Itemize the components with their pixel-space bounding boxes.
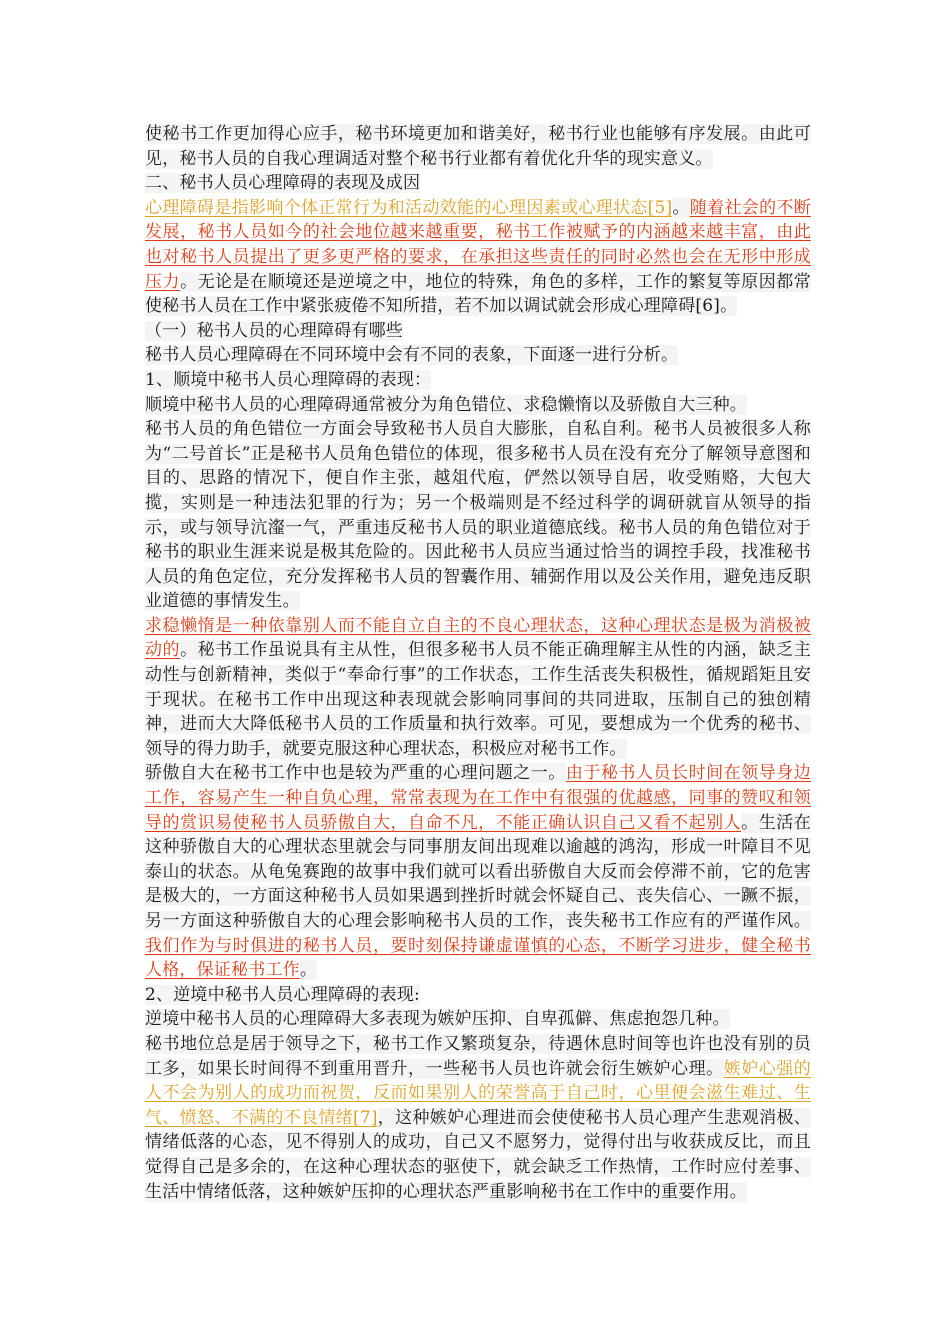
text-run: 。秘书工作虽说具有主从性，但很多秘书人员不能正确理解主从性的内涵，缺乏主动性与创新精神，类似于“奉命行事”的工作状态，工作生活丧失积极性，循规蹈矩且安于现状。在秘书工作中出现这种表现就会影响同事间的共同进取，压制自己的独创精神，进而大大降低秘书人员的工作质量和执行效率。可见，要想成为一个优秀的秘书、领导的得力助手，就要克服这种心理状态，积极应对秘书工作。 bbox=[145, 640, 811, 759]
highlighted-text-red: 由于秘书人员长时间在领导身边工作，容易产生一种自负心理，常常表现为在工作中有很强的优越感，同事的赞叹和领导的赏识易使秘书人员骄傲自大，自命不凡，不能正确认识自己又看不起别人 bbox=[145, 763, 811, 833]
text-run: 。生活在这种骄傲自大的心理状态里就会与同事朋友间出现难以逾越的鸿沟，形成一叶障目不见泰山的状态。从龟兔赛跑的故事中我们就可以看出骄傲自大反而会停滞不前，它的危害是极大的，一方面这种秘书人员如果遇到挫折时就会怀疑自己、丧失信心、一蹶不振，另一方面这种骄傲自大的心理会影响秘书人员的工作，丧失秘书工作应有的严谨作风。 bbox=[145, 812, 811, 931]
paragraph-12 bbox=[145, 1007, 811, 1032]
paragraph-2 bbox=[145, 171, 811, 196]
paragraph-8 bbox=[145, 417, 811, 614]
paragraph-6 bbox=[145, 368, 811, 393]
text-run: 骄傲自大在秘书工作中也是较为严重的心理问题之一。 bbox=[145, 763, 566, 784]
text-run: ，这种嫉妒心理进而会使使秘书人员心理产生悲观消极、情绪低落的心态，见不得别人的成功，自己又不愿努力，觉得付出与收获成反比，而且觉得自己是多余的，在这种心理状态的驱使下，就会缺乏工作热情，工作时应付差事、生活中情绪低落，这种嫉妒压抑的心理状态严重影响秘书在工作中的重要作用。 bbox=[145, 1107, 811, 1202]
text-run: 。 bbox=[299, 960, 318, 981]
text-run: 二、秘书人员心理障碍的表现及成因 bbox=[145, 173, 421, 194]
paragraph-10 bbox=[145, 761, 811, 982]
paragraph-1 bbox=[145, 122, 811, 171]
paragraph-3 bbox=[145, 196, 811, 319]
text-run: 。无论是在顺境还是逆境之中，地位的特殊，角色的多样，工作的繁复等原因都常使秘书人员在工作中紧张疲倦不知所措，若不加以调试就会形成心理障碍[6]。 bbox=[145, 271, 811, 317]
paragraph-4 bbox=[145, 319, 811, 344]
text-run: 使秘书工作更加得心应手，秘书环境更加和谐美好，秘书行业也能够有序发展。由此可见，秘书人员的自我心理调适对整个秘书行业都有着优化升华的现实意义。 bbox=[145, 124, 811, 169]
paragraph-11 bbox=[145, 983, 811, 1008]
text-run: 秘书人员的角色错位一方面会导致秘书人员自大膨胀，自私自利。秘书人员被很多人称为“二号首长”正是秘书人员角色错位的体现，很多秘书人员在没有充分了解领导意图和目的、思路的情况下，便自作主张，越俎代庖，俨然以领导自居，收受贿赂，大包大揽，实则是一种违法犯罪的行为；另一个极端则是不经过科学的调研就盲从领导的指示，或与领导沆瀣一气，严重违反秘书人员的职业道德底线。秘书人员的角色错位对于秘书的职业生涯来说是极其危险的。因此秘书人员应当通过恰当的调控手段，找准秘书人员的角色定位，充分发挥秘书人员的智囊作用、辅弼作用以及公关作用，避免违反职业道德的事情发生。 bbox=[145, 419, 811, 612]
text-run: 。 bbox=[672, 197, 690, 218]
text-run: 秘书人员心理障碍在不同环境中会有不同的表象，下面逐一进行分析。 bbox=[145, 345, 679, 366]
text-run: 2、逆境中秘书人员心理障碍的表现: bbox=[145, 984, 420, 1005]
paragraph-7 bbox=[145, 393, 811, 418]
highlighted-text-red: 我们作为与时俱进的秘书人员，要时刻保持谦虚谨慎的心态，不断学习进步，健全秘书人格，保证秘书工作 bbox=[145, 935, 811, 981]
highlighted-text-red: 随着社会的不断发展，秘书人员如今的社会地位越来越重要，秘书工作被赋予的内涵越来越丰富，由此也对秘书人员提出了更多更严格的要求，在承担这些责任的同时必然也会在无形中形成压力 bbox=[145, 197, 811, 292]
text-run: 秘书地位总是居于领导之下，秘书工作又繁琐复杂，待遇休息时间等也许也没有别的员工多，如果长时间得不到重用晋升，一些秘书人员也许就会衍生嫉妒心理。 bbox=[145, 1033, 811, 1079]
paragraph-13 bbox=[145, 1032, 811, 1204]
document-body bbox=[145, 122, 811, 1204]
paragraph-5 bbox=[145, 343, 811, 368]
text-run: 1、顺境中秘书人员心理障碍的表现： bbox=[145, 369, 432, 390]
text-run: 逆境中秘书人员的心理障碍大多表现为嫉妒压抑、自卑孤僻、焦虑抱怨几种。 bbox=[145, 1009, 730, 1030]
text-run: 顺境中秘书人员的心理障碍通常被分为角色错位、求稳懒惰以及骄傲自大三种。 bbox=[145, 394, 747, 415]
paragraph-9 bbox=[145, 614, 811, 762]
highlighted-text-red: 求稳懒惰是一种依靠别人而不能自立自主的不良心理状态，这种心理状态是极为消极被动的 bbox=[145, 615, 811, 661]
highlighted-text-yellow: 心理障碍是指影响个体正常行为和活动效能的心理因素或心理状态[5] bbox=[145, 197, 673, 218]
highlighted-text-yellow: 嫉妒心强的人不会为别人的成功而祝贺，反而如果别人的荣誉高于自己时，心里便会滋生难过、生气、愤怒、不满的不良情绪[7] bbox=[145, 1058, 811, 1128]
text-run: （一）秘书人员的心理障碍有哪些 bbox=[145, 320, 403, 341]
